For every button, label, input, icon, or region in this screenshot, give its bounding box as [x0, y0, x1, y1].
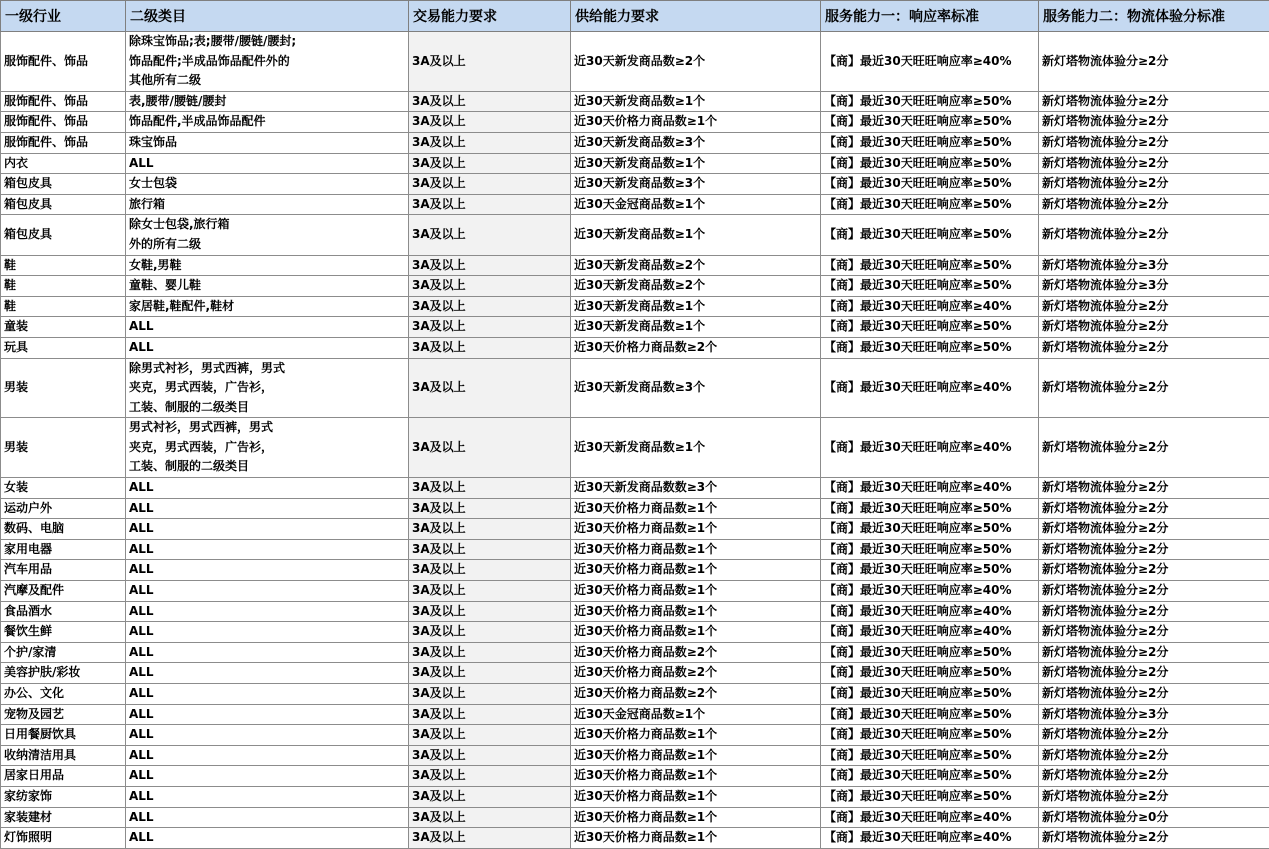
cell-response: 【商】最近30天旺旺响应率≥50%: [821, 174, 1039, 195]
subcategory-line: ALL: [129, 478, 408, 498]
table-row: [1, 539, 1269, 560]
table-row: [1, 296, 1269, 317]
cell-industry: 汽摩及配件: [1, 581, 126, 602]
cell-logistics: 新灯塔物流体验分≥2分: [1039, 684, 1269, 705]
cell-supply: 近30天价格力商品数≥2个: [571, 663, 821, 684]
cell-supply: 近30天新发商品数≥2个: [571, 276, 821, 297]
cell-subcategory: [126, 622, 409, 643]
cell-supply: 近30天价格力商品数≥1个: [571, 601, 821, 622]
cell-logistics: 新灯塔物流体验分≥2分: [1039, 622, 1269, 643]
table-row: [1, 498, 1269, 519]
cell-subcategory: [126, 317, 409, 338]
table-row: [1, 725, 1269, 746]
cell-trade: 3A及以上: [409, 539, 571, 560]
cell-logistics: 新灯塔物流体验分≥2分: [1039, 337, 1269, 358]
subcategory-line: ALL: [129, 581, 408, 601]
header-logistics: 服务能力二：物流体验分标准: [1039, 1, 1269, 32]
cell-supply: 近30天新发商品数≥1个: [571, 418, 821, 478]
cell-supply: 近30天价格力商品数≥1个: [571, 766, 821, 787]
cell-supply: 近30天新发商品数≥3个: [571, 174, 821, 195]
cell-logistics: 新灯塔物流体验分≥2分: [1039, 642, 1269, 663]
cell-subcategory: [126, 418, 409, 478]
cell-industry: 男装: [1, 358, 126, 418]
cell-industry: 服饰配件、饰品: [1, 91, 126, 112]
cell-trade: 3A及以上: [409, 358, 571, 418]
subcategory-line: 工装、制服的二级类目: [129, 398, 408, 418]
cell-trade: 3A及以上: [409, 317, 571, 338]
cell-industry: 家纺家饰: [1, 786, 126, 807]
cell-response: 【商】最近30天旺旺响应率≥50%: [821, 642, 1039, 663]
cell-trade: 3A及以上: [409, 786, 571, 807]
cell-supply: 近30天价格力商品数≥1个: [571, 622, 821, 643]
cell-trade: 3A及以上: [409, 418, 571, 478]
cell-trade: 3A及以上: [409, 32, 571, 92]
table-row: [1, 704, 1269, 725]
cell-subcategory: [126, 601, 409, 622]
cell-supply: 近30天价格力商品数≥1个: [571, 828, 821, 849]
table-row: [1, 745, 1269, 766]
cell-logistics: 新灯塔物流体验分≥2分: [1039, 91, 1269, 112]
cell-subcategory: [126, 663, 409, 684]
cell-supply: 近30天价格力商品数≥1个: [571, 112, 821, 133]
cell-subcategory: [126, 539, 409, 560]
table-row: [1, 642, 1269, 663]
table-row: [1, 601, 1269, 622]
cell-trade: 3A及以上: [409, 91, 571, 112]
cell-response: 【商】最近30天旺旺响应率≥50%: [821, 317, 1039, 338]
cell-logistics: 新灯塔物流体验分≥2分: [1039, 32, 1269, 92]
cell-logistics: 新灯塔物流体验分≥2分: [1039, 786, 1269, 807]
cell-industry: 家装建材: [1, 807, 126, 828]
cell-supply: 近30天价格力商品数≥2个: [571, 642, 821, 663]
cell-trade: 3A及以上: [409, 766, 571, 787]
cell-logistics: 新灯塔物流体验分≥3分: [1039, 276, 1269, 297]
subcategory-line: ALL: [129, 684, 408, 704]
subcategory-line: 外的所有二级: [129, 235, 408, 255]
cell-response: 【商】最近30天旺旺响应率≥50%: [821, 704, 1039, 725]
cell-subcategory: [126, 786, 409, 807]
cell-subcategory: [126, 32, 409, 92]
cell-logistics: 新灯塔物流体验分≥2分: [1039, 358, 1269, 418]
header-subcategory: 二级类目: [126, 1, 409, 32]
cell-subcategory: [126, 215, 409, 255]
table-row: [1, 194, 1269, 215]
cell-trade: 3A及以上: [409, 745, 571, 766]
table-row: [1, 32, 1269, 92]
cell-subcategory: [126, 828, 409, 849]
cell-response: 【商】最近30天旺旺响应率≥50%: [821, 276, 1039, 297]
table-row: [1, 153, 1269, 174]
subcategory-line: ALL: [129, 746, 408, 766]
subcategory-line: 夹克，男式西装，广告衫，: [129, 438, 408, 458]
subcategory-line: ALL: [129, 787, 408, 807]
cell-supply: 近30天价格力商品数≥1个: [571, 539, 821, 560]
cell-response: 【商】最近30天旺旺响应率≥50%: [821, 132, 1039, 153]
cell-subcategory: [126, 255, 409, 276]
cell-industry: 箱包皮具: [1, 194, 126, 215]
subcategory-line: ALL: [129, 338, 408, 358]
cell-trade: 3A及以上: [409, 215, 571, 255]
subcategory-line: ALL: [129, 643, 408, 663]
cell-response: 【商】最近30天旺旺响应率≥50%: [821, 766, 1039, 787]
cell-trade: 3A及以上: [409, 601, 571, 622]
cell-supply: 近30天新发商品数≥1个: [571, 296, 821, 317]
subcategory-line: 女鞋,男鞋: [129, 256, 408, 276]
table-row: [1, 519, 1269, 540]
cell-supply: 近30天新发商品数≥1个: [571, 317, 821, 338]
subcategory-line: ALL: [129, 317, 408, 337]
cell-trade: 3A及以上: [409, 276, 571, 297]
cell-industry: 鞋: [1, 255, 126, 276]
cell-subcategory: [126, 766, 409, 787]
subcategory-line: ALL: [129, 540, 408, 560]
cell-subcategory: [126, 498, 409, 519]
subcategory-line: 工装、制服的二级类目: [129, 457, 408, 477]
subcategory-line: ALL: [129, 154, 408, 174]
cell-logistics: 新灯塔物流体验分≥2分: [1039, 153, 1269, 174]
cell-response: 【商】最近30天旺旺响应率≥50%: [821, 663, 1039, 684]
cell-industry: 灯饰照明: [1, 828, 126, 849]
cell-subcategory: [126, 478, 409, 499]
cell-supply: 近30天价格力商品数≥1个: [571, 498, 821, 519]
cell-logistics: 新灯塔物流体验分≥2分: [1039, 418, 1269, 478]
cell-subcategory: [126, 337, 409, 358]
subcategory-line: ALL: [129, 725, 408, 745]
cell-trade: 3A及以上: [409, 132, 571, 153]
cell-logistics: 新灯塔物流体验分≥2分: [1039, 766, 1269, 787]
cell-trade: 3A及以上: [409, 255, 571, 276]
cell-response: 【商】最近30天旺旺响应率≥40%: [821, 358, 1039, 418]
subcategory-line: ALL: [129, 663, 408, 683]
cell-industry: 居家日用品: [1, 766, 126, 787]
subcategory-line: 饰品配件,半成品饰品配件: [129, 112, 408, 132]
cell-supply: 近30天价格力商品数≥1个: [571, 807, 821, 828]
subcategory-line: ALL: [129, 499, 408, 519]
cell-logistics: 新灯塔物流体验分≥2分: [1039, 478, 1269, 499]
table-row: [1, 581, 1269, 602]
cell-subcategory: [126, 132, 409, 153]
cell-trade: 3A及以上: [409, 498, 571, 519]
cell-response: 【商】最近30天旺旺响应率≥40%: [821, 622, 1039, 643]
cell-logistics: 新灯塔物流体验分≥2分: [1039, 745, 1269, 766]
cell-industry: 运动户外: [1, 498, 126, 519]
header-supply: 供给能力要求: [571, 1, 821, 32]
cell-trade: 3A及以上: [409, 194, 571, 215]
cell-subcategory: [126, 153, 409, 174]
cell-industry: 鞋: [1, 276, 126, 297]
cell-industry: 美容护肤/彩妆: [1, 663, 126, 684]
cell-supply: 近30天金冠商品数≥1个: [571, 194, 821, 215]
cell-supply: 近30天价格力商品数≥1个: [571, 725, 821, 746]
cell-response: 【商】最近30天旺旺响应率≥50%: [821, 255, 1039, 276]
cell-subcategory: [126, 807, 409, 828]
cell-response: 【商】最近30天旺旺响应率≥50%: [821, 745, 1039, 766]
subcategory-line: ALL: [129, 808, 408, 828]
table-row: [1, 112, 1269, 133]
subcategory-line: 女士包袋: [129, 174, 408, 194]
cell-logistics: 新灯塔物流体验分≥2分: [1039, 601, 1269, 622]
cell-supply: 近30天新发商品数≥3个: [571, 132, 821, 153]
cell-logistics: 新灯塔物流体验分≥2分: [1039, 539, 1269, 560]
cell-supply: 近30天新发商品数数≥3个: [571, 478, 821, 499]
cell-subcategory: [126, 91, 409, 112]
cell-logistics: 新灯塔物流体验分≥2分: [1039, 215, 1269, 255]
cell-supply: 近30天新发商品数≥3个: [571, 358, 821, 418]
cell-supply: 近30天新发商品数≥2个: [571, 32, 821, 92]
cell-industry: 食品酒水: [1, 601, 126, 622]
subcategory-line: 表,腰带/腰链/腰封: [129, 92, 408, 112]
cell-trade: 3A及以上: [409, 478, 571, 499]
subcategory-line: ALL: [129, 766, 408, 786]
table-row: [1, 418, 1269, 478]
cell-subcategory: [126, 296, 409, 317]
subcategory-line: 除男式衬衫，男式西裤，男式: [129, 359, 408, 379]
cell-logistics: 新灯塔物流体验分≥3分: [1039, 704, 1269, 725]
subcategory-line: ALL: [129, 519, 408, 539]
cell-logistics: 新灯塔物流体验分≥2分: [1039, 498, 1269, 519]
cell-supply: 近30天价格力商品数≥1个: [571, 745, 821, 766]
cell-logistics: 新灯塔物流体验分≥2分: [1039, 296, 1269, 317]
header-row: [1, 1, 1269, 32]
cell-response: 【商】最近30天旺旺响应率≥40%: [821, 581, 1039, 602]
subcategory-line: 除珠宝饰品;表;腰带/腰链/腰封;: [129, 32, 408, 52]
cell-subcategory: [126, 725, 409, 746]
cell-logistics: 新灯塔物流体验分≥3分: [1039, 255, 1269, 276]
cell-trade: 3A及以上: [409, 663, 571, 684]
subcategory-line: 家居鞋,鞋配件,鞋材: [129, 297, 408, 317]
subcategory-line: ALL: [129, 622, 408, 642]
table-row: [1, 255, 1269, 276]
cell-logistics: 新灯塔物流体验分≥2分: [1039, 581, 1269, 602]
cell-supply: 近30天价格力商品数≥1个: [571, 519, 821, 540]
cell-response: 【商】最近30天旺旺响应率≥40%: [821, 828, 1039, 849]
table-row: [1, 478, 1269, 499]
cell-logistics: 新灯塔物流体验分≥2分: [1039, 828, 1269, 849]
subcategory-line: 饰品配件;半成品饰品配件外的: [129, 52, 408, 72]
cell-trade: 3A及以上: [409, 296, 571, 317]
subcategory-line: ALL: [129, 602, 408, 622]
cell-subcategory: [126, 194, 409, 215]
cell-logistics: 新灯塔物流体验分≥2分: [1039, 725, 1269, 746]
table-row: [1, 684, 1269, 705]
cell-response: 【商】最近30天旺旺响应率≥50%: [821, 194, 1039, 215]
cell-industry: 服饰配件、饰品: [1, 112, 126, 133]
subcategory-line: ALL: [129, 560, 408, 580]
cell-subcategory: [126, 745, 409, 766]
cell-logistics: 新灯塔物流体验分≥2分: [1039, 519, 1269, 540]
table-row: [1, 132, 1269, 153]
subcategory-line: 夹克，男式西装，广告衫，: [129, 378, 408, 398]
cell-trade: 3A及以上: [409, 112, 571, 133]
table-row: [1, 807, 1269, 828]
cell-trade: 3A及以上: [409, 581, 571, 602]
cell-trade: 3A及以上: [409, 704, 571, 725]
cell-trade: 3A及以上: [409, 642, 571, 663]
cell-industry: 个护/家清: [1, 642, 126, 663]
cell-response: 【商】最近30天旺旺响应率≥50%: [821, 519, 1039, 540]
cell-trade: 3A及以上: [409, 560, 571, 581]
cell-logistics: 新灯塔物流体验分≥2分: [1039, 560, 1269, 581]
header-trade: 交易能力要求: [409, 1, 571, 32]
cell-supply: 近30天金冠商品数≥1个: [571, 704, 821, 725]
cell-logistics: 新灯塔物流体验分≥2分: [1039, 174, 1269, 195]
table-row: [1, 622, 1269, 643]
header-industry: 一级行业: [1, 1, 126, 32]
cell-response: 【商】最近30天旺旺响应率≥50%: [821, 539, 1039, 560]
cell-response: 【商】最近30天旺旺响应率≥50%: [821, 498, 1039, 519]
cell-industry: 日用餐厨饮具: [1, 725, 126, 746]
cell-trade: 3A及以上: [409, 725, 571, 746]
cell-industry: 女装: [1, 478, 126, 499]
cell-subcategory: [126, 684, 409, 705]
cell-response: 【商】最近30天旺旺响应率≥40%: [821, 32, 1039, 92]
cell-trade: 3A及以上: [409, 519, 571, 540]
table-row: [1, 560, 1269, 581]
table-row: [1, 91, 1269, 112]
cell-supply: 近30天新发商品数≥2个: [571, 255, 821, 276]
cell-trade: 3A及以上: [409, 684, 571, 705]
cell-subcategory: [126, 276, 409, 297]
cell-industry: 童装: [1, 317, 126, 338]
cell-response: 【商】最近30天旺旺响应率≥40%: [821, 807, 1039, 828]
cell-industry: 家用电器: [1, 539, 126, 560]
table-row: [1, 663, 1269, 684]
cell-industry: 玩具: [1, 337, 126, 358]
cell-subcategory: [126, 704, 409, 725]
cell-response: 【商】最近30天旺旺响应率≥40%: [821, 418, 1039, 478]
cell-trade: 3A及以上: [409, 622, 571, 643]
header-response: 服务能力一：响应率标准: [821, 1, 1039, 32]
cell-subcategory: [126, 642, 409, 663]
cell-supply: 近30天价格力商品数≥1个: [571, 560, 821, 581]
subcategory-line: ALL: [129, 828, 408, 848]
subcategory-line: 除女士包袋,旅行箱: [129, 215, 408, 235]
cell-response: 【商】最近30天旺旺响应率≥50%: [821, 112, 1039, 133]
cell-industry: 办公、文化: [1, 684, 126, 705]
cell-trade: 3A及以上: [409, 337, 571, 358]
cell-logistics: 新灯塔物流体验分≥0分: [1039, 807, 1269, 828]
table-row: [1, 358, 1269, 418]
cell-industry: 男装: [1, 418, 126, 478]
subcategory-line: 旅行箱: [129, 195, 408, 215]
cell-industry: 内衣: [1, 153, 126, 174]
table-row: [1, 174, 1269, 195]
table-row: [1, 215, 1269, 255]
cell-logistics: 新灯塔物流体验分≥2分: [1039, 317, 1269, 338]
cell-logistics: 新灯塔物流体验分≥2分: [1039, 194, 1269, 215]
cell-subcategory: [126, 560, 409, 581]
cell-subcategory: [126, 581, 409, 602]
table-row: [1, 766, 1269, 787]
cell-supply: 近30天价格力商品数≥1个: [571, 581, 821, 602]
cell-response: 【商】最近30天旺旺响应率≥50%: [821, 153, 1039, 174]
cell-subcategory: [126, 519, 409, 540]
cell-industry: 箱包皮具: [1, 174, 126, 195]
table-row: [1, 828, 1269, 849]
cell-supply: 近30天价格力商品数≥2个: [571, 337, 821, 358]
cell-industry: 服饰配件、饰品: [1, 32, 126, 92]
cell-response: 【商】最近30天旺旺响应率≥50%: [821, 215, 1039, 255]
cell-supply: 近30天价格力商品数≥1个: [571, 786, 821, 807]
cell-response: 【商】最近30天旺旺响应率≥50%: [821, 91, 1039, 112]
table-row: [1, 317, 1269, 338]
cell-response: 【商】最近30天旺旺响应率≥40%: [821, 478, 1039, 499]
cell-subcategory: [126, 358, 409, 418]
cell-response: 【商】最近30天旺旺响应率≥50%: [821, 786, 1039, 807]
table-row: [1, 337, 1269, 358]
subcategory-line: ALL: [129, 705, 408, 725]
cell-logistics: 新灯塔物流体验分≥2分: [1039, 132, 1269, 153]
cell-response: 【商】最近30天旺旺响应率≥40%: [821, 296, 1039, 317]
cell-subcategory: [126, 112, 409, 133]
cell-industry: 鞋: [1, 296, 126, 317]
subcategory-line: 童鞋、婴儿鞋: [129, 276, 408, 296]
cell-trade: 3A及以上: [409, 153, 571, 174]
table-row: [1, 276, 1269, 297]
cell-supply: 近30天新发商品数≥1个: [571, 215, 821, 255]
cell-supply: 近30天新发商品数≥1个: [571, 153, 821, 174]
subcategory-line: 珠宝饰品: [129, 133, 408, 153]
cell-response: 【商】最近30天旺旺响应率≥50%: [821, 684, 1039, 705]
cell-industry: 收纳清洁用具: [1, 745, 126, 766]
cell-response: 【商】最近30天旺旺响应率≥40%: [821, 601, 1039, 622]
cell-industry: 餐饮生鲜: [1, 622, 126, 643]
cell-response: 【商】最近30天旺旺响应率≥50%: [821, 560, 1039, 581]
cell-subcategory: [126, 174, 409, 195]
cell-logistics: 新灯塔物流体验分≥2分: [1039, 663, 1269, 684]
table-body: [1, 32, 1269, 849]
cell-supply: 近30天价格力商品数≥2个: [571, 684, 821, 705]
cell-industry: 服饰配件、饰品: [1, 132, 126, 153]
cell-industry: 汽车用品: [1, 560, 126, 581]
cell-trade: 3A及以上: [409, 807, 571, 828]
cell-response: 【商】最近30天旺旺响应率≥50%: [821, 725, 1039, 746]
cell-trade: 3A及以上: [409, 828, 571, 849]
cell-logistics: 新灯塔物流体验分≥2分: [1039, 112, 1269, 133]
cell-trade: 3A及以上: [409, 174, 571, 195]
cell-industry: 宠物及园艺: [1, 704, 126, 725]
cell-industry: 箱包皮具: [1, 215, 126, 255]
subcategory-line: 其他所有二级: [129, 71, 408, 91]
cell-industry: 数码、电脑: [1, 519, 126, 540]
cell-supply: 近30天新发商品数≥1个: [571, 91, 821, 112]
cell-response: 【商】最近30天旺旺响应率≥50%: [821, 337, 1039, 358]
subcategory-line: 男式衬衫，男式西裤，男式: [129, 418, 408, 438]
table-row: [1, 786, 1269, 807]
